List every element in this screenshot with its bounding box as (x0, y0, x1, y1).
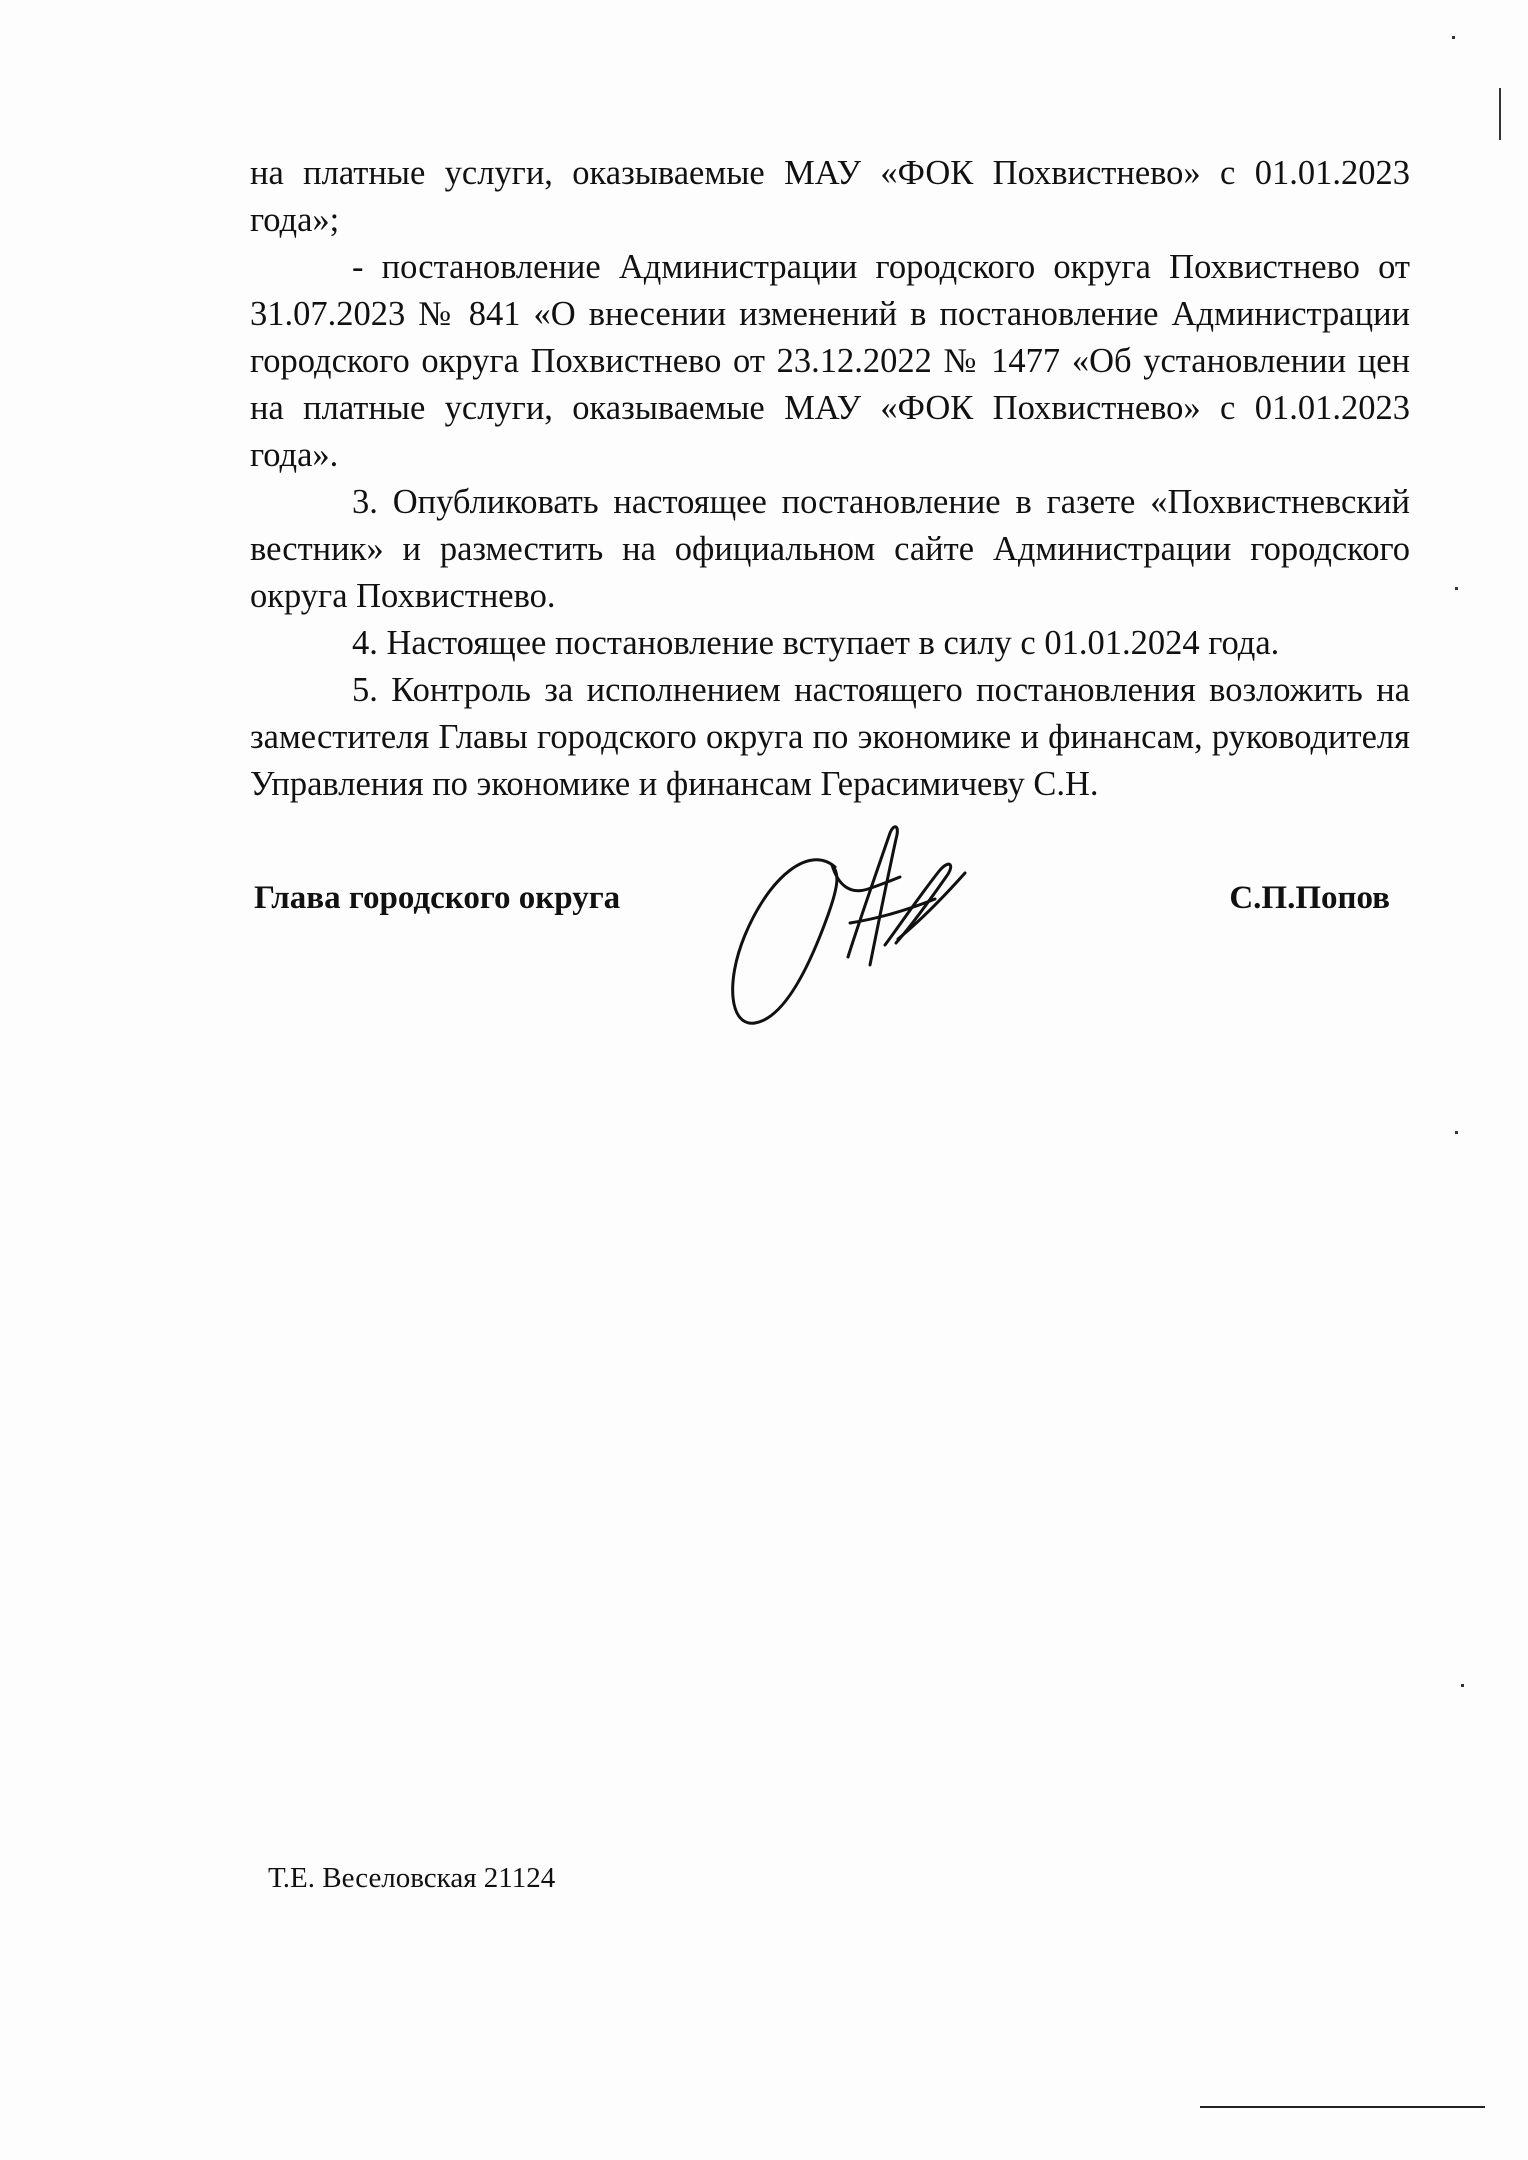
signatory-title: Глава городского округа (254, 880, 621, 916)
scan-artifact-dot (1452, 36, 1455, 39)
footer-rule (1200, 2106, 1485, 2108)
scan-artifact-edge (1499, 88, 1501, 140)
paragraph-continuation: на платные услуги, оказываемые МАУ «ФОК Похвистнево» с 01.01.2023 года»; (250, 154, 1410, 239)
paragraph-item-5: 5. Контроль за исполнением настоящего постановления возложить на заместителя Главы городского округа по экономике и финансам, руководителя Управления по экономике и финансам Герасимичеву С.Н. (250, 671, 1410, 803)
document-body (250, 150, 1410, 808)
scan-artifact-dot (1461, 1684, 1464, 1687)
scan-artifact-dot (1455, 1131, 1458, 1134)
paragraph-item-3: 3. Опубликовать настоящее постановление в газете «Похвистневский вестник» и разместить на официальном сайте Администрации городского округа Похвистнево. (250, 483, 1410, 615)
handwritten-signature (700, 815, 980, 1045)
signatory-name: С.П.Попов (1229, 880, 1390, 916)
paragraph-resolution-841: - постановление Администрации городского округа Похвистнево от 31.07.2023 № 841 «О внесении изменений в постановление Администрации городского округа Похвистнево от 23.12.2022 № 1477 «Об установлении цен на платные услуги, оказываемые МАУ «ФОК Похвистнево» с 01.01.2023 года». (250, 248, 1410, 474)
scan-artifact-dot (1455, 587, 1458, 590)
executor-note: Т.Е. Веселовская 21124 (268, 1862, 556, 1894)
paragraph-item-4: 4. Настоящее постановление вступает в силу с 01.01.2024 года. (352, 624, 1280, 662)
